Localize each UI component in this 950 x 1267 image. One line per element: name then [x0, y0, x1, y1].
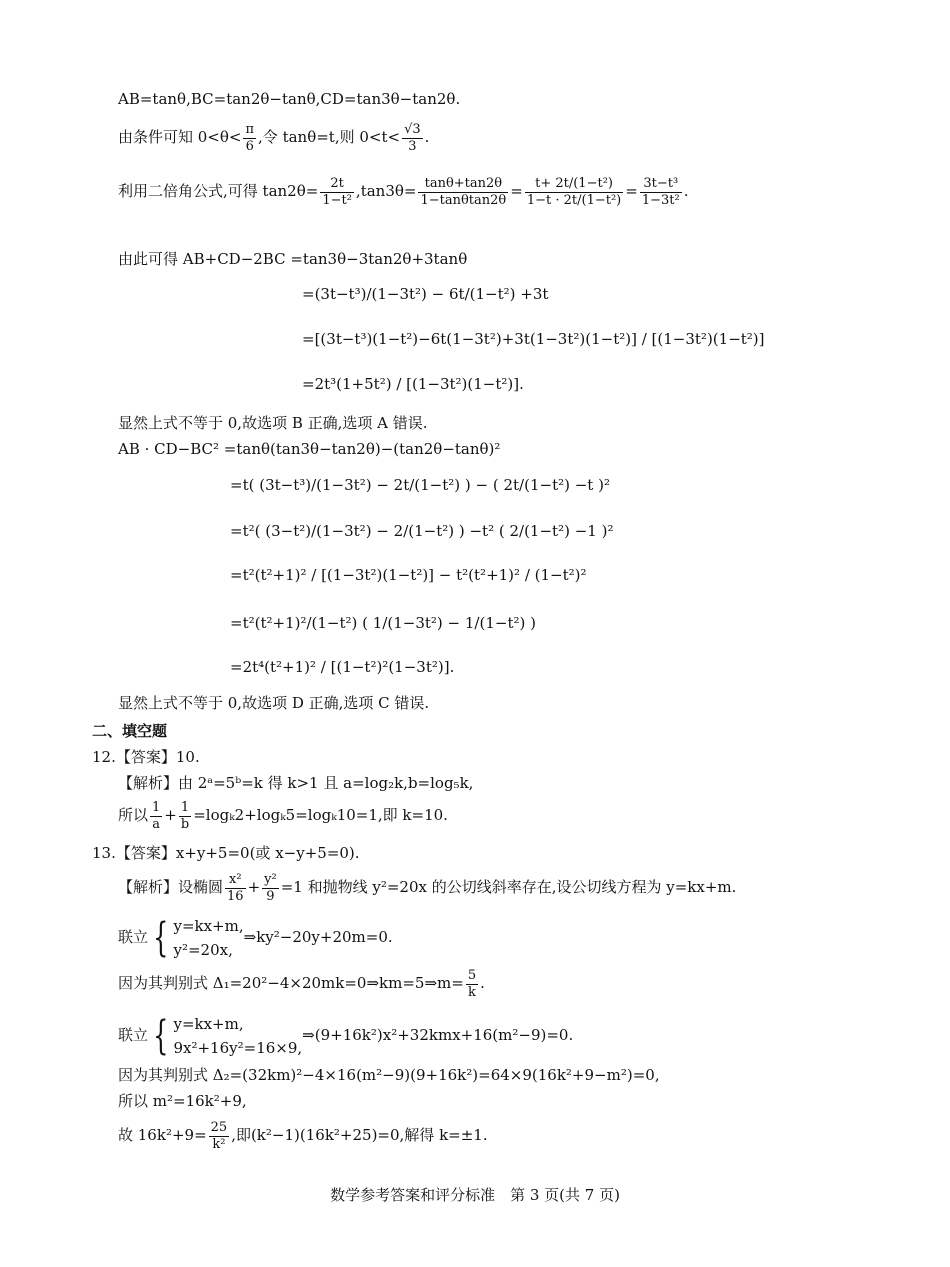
- text: 利用二倍角公式,可得 tan2θ=: [118, 182, 319, 201]
- line-product: AB · CD−BC² =tanθ(tan3θ−tan2θ)−(tan2θ−tanθ)²: [118, 440, 501, 458]
- eq: y²=20x,: [173, 941, 233, 959]
- den: 1−3t²: [641, 192, 680, 208]
- system-2: [118, 1012, 573, 1060]
- q12-analysis: 【解析】由 2ᵃ=5ᵇ=k 得 k>1 且 a=log₂k,b=log₅k,: [118, 774, 474, 792]
- den: 1−t · 2t/(1−t²): [526, 192, 622, 208]
- frac-y2-9: [262, 872, 279, 904]
- den: k: [468, 984, 476, 1000]
- frac-25-k2: [209, 1120, 230, 1152]
- text: ,tan3θ=: [355, 182, 417, 201]
- text: =logₖ2+logₖ5=logₖ10=1,即 k=10.: [193, 806, 448, 825]
- result: ⇒ky²−20y+20m=0.: [243, 928, 393, 946]
- den: 9: [266, 888, 275, 904]
- m-squared: 所以 m²=16k²+9,: [118, 1092, 247, 1110]
- label: 联立: [118, 928, 149, 946]
- conclusion-d: 显然上式不等于 0,故选项 D 正确,选项 C 错误.: [118, 694, 430, 712]
- result: ⇒(9+16k²)x²+32kmx+16(m²−9)=0.: [302, 1026, 574, 1044]
- equations: [173, 914, 243, 962]
- frac-tan2: [320, 176, 354, 208]
- expr-p3: =t²(t²+1)² / [(1−3t²)(1−t²)] − t²(t²+1)² / (1−t²)²: [230, 566, 587, 584]
- q13-analysis: 【解析】设椭圆 $\frac{\text{x²}}{16}$ + $\frac{\text{y²}}{9}$ =1 和抛物线 y²=20x 的公切线斜率存在,设公切线方程为 y=kx+m.: [118, 872, 737, 904]
- den: 1−tanθtan2θ: [420, 192, 507, 208]
- num: √3: [404, 122, 421, 137]
- text: 【解析】设椭圆: [118, 878, 224, 897]
- q13-answer: 13.【答案】x+y+5=0(或 x−y+5=0).: [92, 844, 360, 862]
- den: 3: [408, 138, 417, 154]
- den: a: [152, 816, 161, 832]
- conclusion-b: 显然上式不等于 0,故选项 B 正确,选项 A 错误.: [118, 414, 428, 432]
- num: 5: [467, 968, 477, 983]
- num: t+ 2t/(1−t²): [525, 176, 623, 193]
- expr-step2: =[(3t−t³)(1−t²)−6t(1−3t²)+3t(1−3t²)(1−t²)] / [(1−3t²)(1−t²)]: [302, 330, 765, 348]
- expr-p5: =2t⁴(t²+1)² / [(1−t²)²(1−3t²)].: [230, 658, 455, 676]
- den: k²: [212, 1136, 226, 1152]
- eq: 9x²+16y²=16×9,: [173, 1039, 303, 1057]
- q12-sum: 所以 $\frac{1}{a}$ + $\frac{1}{b}$ =logₖ2+logₖ5=logₖ10=1,即 k=10.: [118, 800, 448, 832]
- num: 25: [210, 1120, 228, 1135]
- text: ,即(k²−1)(16k²+25)=0,解得 k=±1.: [231, 1126, 488, 1145]
- den: 6: [245, 138, 254, 154]
- page-footer: 数学参考答案和评分标准 第 3 页(共 7 页): [330, 1186, 620, 1204]
- text: 所以: [118, 806, 149, 825]
- text: 故 16k²+9=: [118, 1126, 207, 1145]
- brace-icon: {: [153, 1013, 169, 1059]
- line-ab-bc-cd: AB=tanθ,BC=tan2θ−tanθ,CD=tan3θ−tan2θ.: [118, 90, 461, 108]
- num: 3t−t³: [640, 176, 682, 193]
- den: b: [180, 816, 190, 832]
- text: 因为其判别式 Δ₁=20²−4×20mk=0⇒km=5⇒m=: [118, 974, 464, 993]
- num: 1: [152, 800, 161, 815]
- frac-5-k: [466, 968, 478, 1000]
- num: 2t: [320, 176, 354, 193]
- frac-1-b: [179, 800, 191, 832]
- text: ,令 tanθ=t,则 0<t<: [258, 128, 401, 147]
- den: 16: [227, 888, 244, 904]
- text: =1 和抛物线 y²=20x 的公切线斜率存在,设公切线方程为 y=kx+m.: [280, 878, 737, 897]
- q12-answer: 12.【答案】10.: [92, 748, 200, 766]
- num: tanθ+tan2θ: [418, 176, 508, 193]
- line-condition: [118, 122, 429, 154]
- eq: y=kx+m,: [173, 917, 244, 935]
- num: π: [245, 122, 255, 137]
- frac-pi-6: [243, 122, 256, 154]
- expr-p1: =t( (3t−t³)/(1−3t²) − 2t/(1−t²) ) − ( 2t/(1−t²) −t )²: [230, 476, 610, 494]
- frac-1-a: [150, 800, 162, 832]
- frac-x2-16: [225, 872, 246, 904]
- line-sum: 由此可得 AB+CD−2BC =tan3θ−3tan2θ+3tanθ: [118, 250, 468, 268]
- expr-step1: =(3t−t³)/(1−3t²) − 6t/(1−t²) +3t: [302, 285, 549, 303]
- discriminant-2: 因为其判别式 Δ₂=(32km)²−4×16(m²−9)(9+16k²)=64×9(16k²+9−m²)=0,: [118, 1066, 660, 1084]
- brace-icon: {: [153, 915, 169, 961]
- frac-sqrt3-3: [402, 122, 423, 154]
- section-title: 二、填空题: [92, 722, 168, 740]
- label: 联立: [118, 1026, 149, 1044]
- final-result: [118, 1120, 488, 1152]
- discriminant-1: 因为其判别式 Δ₁=20²−4×20mk=0⇒km=5⇒m= $\frac{5}{k}$ .: [118, 968, 485, 1000]
- equations: [173, 1012, 302, 1060]
- num: 1: [179, 800, 191, 817]
- expr-p4: =t²(t²+1)²/(1−t²) ( 1/(1−3t²) − 1/(1−t²) ): [230, 614, 536, 632]
- frac-tan3c: [640, 176, 682, 208]
- num: y²: [264, 872, 277, 887]
- den: 1−t²: [322, 192, 352, 208]
- text: 由条件可知 0<θ<: [118, 128, 242, 147]
- eq: y=kx+m,: [173, 1015, 244, 1033]
- frac-tan3b: [525, 176, 623, 208]
- expr-p2: =t²( (3−t²)/(1−3t²) − 2/(1−t²) ) −t² ( 2/(1−t²) −1 )²: [230, 522, 614, 540]
- line-double-angle: 利用二倍角公式,可得 tan2θ= $\frac{2t}{\text{1−t²}}$ ,tan3θ= $\frac{\tan\theta+\tan 2\theta}{1-\tan\theta\tan 2\theta}$ = $\frac{\text{t+ 2t/(1−t²)}}{\text{1−t · 2t/(1−t²)}}$ = $\frac{\text{3t−t³}}{\text{1−3t²}}$ .: [118, 176, 689, 208]
- frac-tan3a: [418, 176, 508, 208]
- num: x²: [225, 872, 246, 889]
- text: .: [424, 128, 430, 147]
- system-1: [118, 914, 393, 962]
- expr-step3: =2t³(1+5t²) / [(1−3t²)(1−t²)].: [302, 375, 524, 393]
